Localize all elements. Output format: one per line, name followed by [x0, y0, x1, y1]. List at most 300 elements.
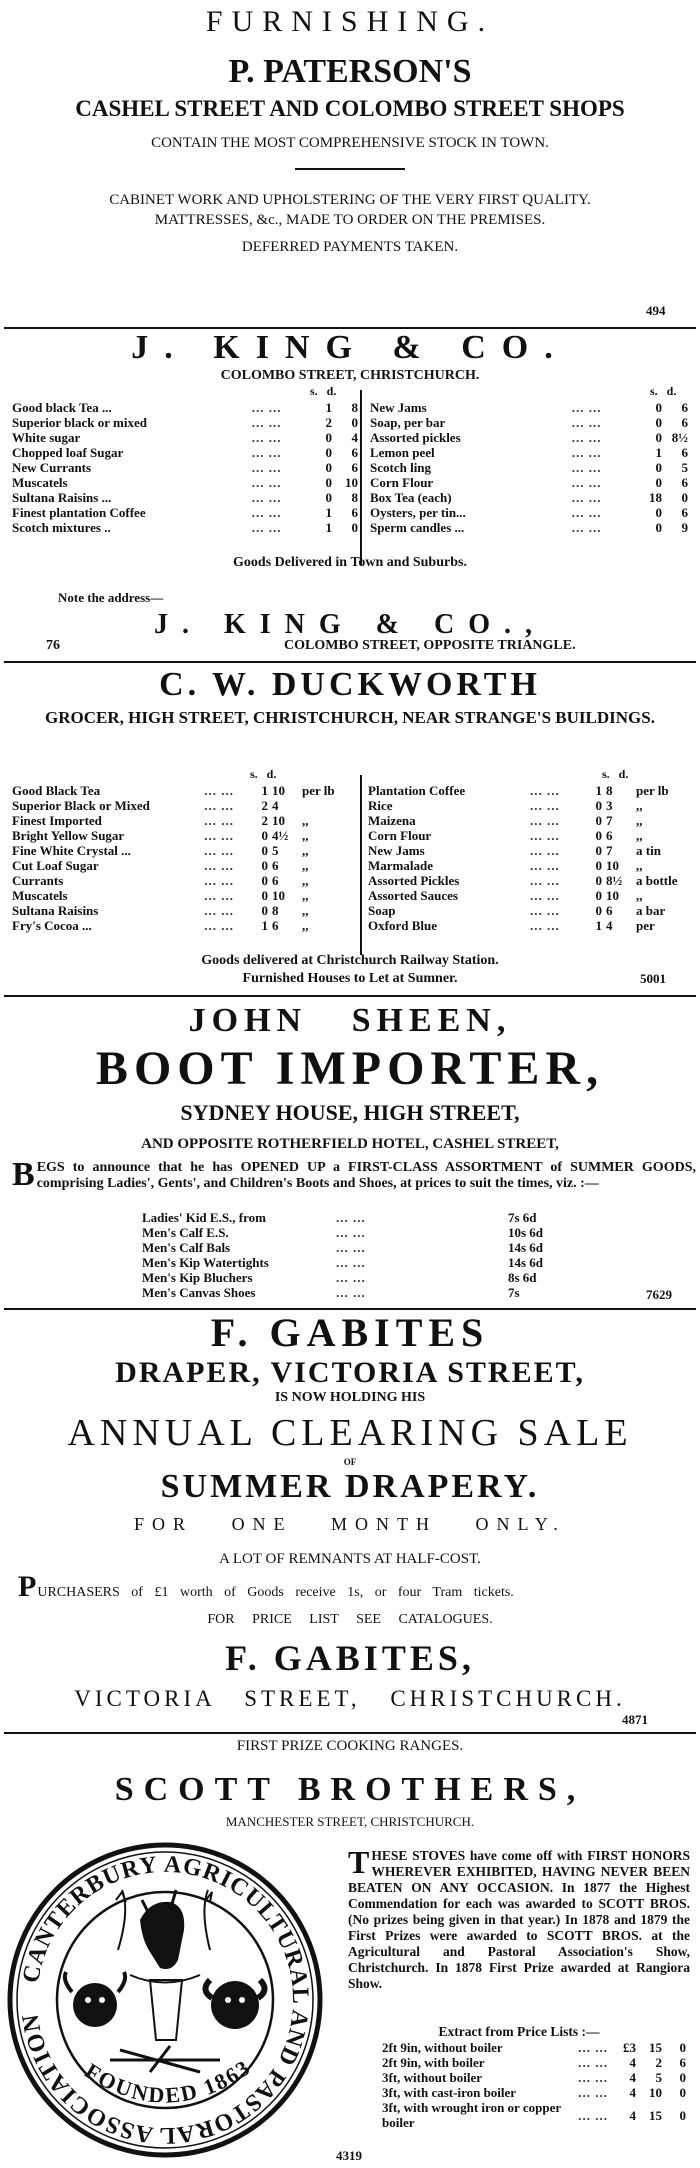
king-right-table [368, 400, 690, 535]
duckworth-item-unit: ,, [636, 813, 643, 828]
duckworth-price-row [366, 858, 694, 873]
duckworth-furnished: Furnished Houses to Let at Sumner. [242, 971, 458, 986]
gabites-purchasers-paragraph [18, 1570, 688, 1603]
gabites-name: F. GABITES [210, 1310, 490, 1355]
king-item-pence: 8½ [671, 430, 688, 445]
king-item-name: Oysters, per tin... [370, 505, 466, 520]
scott-body: HESE STOVES have come off with FIRST HONORS WHEREVER EXHIBITED, HAVING NEVER BEEN BEATEN ON ANY OCCASION. In 1877 the Highest Commendation for each was awarded to SCOTT BROS. (No prizes being given in that year.) In 1878 and 1879 the First Prizes were awarded to SCOTT BROS. at the Agricultural and Pastoral Association's Show, Christchurch. In 1878 First Prize awarded at Rangiora Show. [348, 1848, 690, 1991]
king-ad [6, 329, 694, 385]
duckworth-item-shillings: 1 [261, 783, 268, 798]
sheen-item-name: Men's Calf E.S. [142, 1225, 229, 1240]
king-item-shillings: 0 [325, 430, 332, 445]
duckworth-item-name: Soap [368, 903, 396, 918]
duckworth-ref: 5001 [640, 971, 666, 986]
king-price-row [368, 430, 690, 445]
king-item-pence: 10 [345, 475, 358, 490]
leader-dots: ... ... [251, 445, 282, 460]
duckworth-item-name: Oxford Blue [368, 918, 437, 933]
duckworth-d-header: d. [266, 767, 277, 781]
king-item-shillings: 0 [655, 520, 662, 535]
duckworth-item-shillings: 0 [595, 858, 602, 873]
rule-3 [4, 995, 696, 997]
seal-bottom-text: FOUNDED 1863 [80, 2054, 256, 2108]
scott-item-pence: 6 [679, 2055, 686, 2070]
king-item-shillings: 0 [655, 460, 662, 475]
duckworth-name: C. W. DUCKWORTH [159, 666, 541, 703]
leader-dots: ... ... [251, 400, 282, 415]
duckworth-price-row [366, 903, 694, 918]
leader-dots: ... ... [204, 828, 234, 843]
scott-price-row [352, 2100, 688, 2130]
duckworth-item-pence: 7 [606, 843, 613, 858]
scott-price-table [352, 2040, 688, 2130]
sheen-price-row [140, 1270, 580, 1285]
king-item-name: Chopped loaf Sugar [12, 445, 124, 460]
duckworth-item-name: Corn Flour [368, 828, 432, 843]
sheen-ad [6, 1000, 694, 1158]
king-item-shillings: 0 [325, 490, 332, 505]
leader-dots: ... ... [204, 843, 234, 858]
gabites-month: FOR ONE MONTH ONLY. [134, 1514, 566, 1534]
rule-5 [4, 1732, 696, 1734]
gabites-street: VICTORIA STREET, CHRISTCHURCH. [74, 1686, 626, 1711]
leader-dots: ... ... [336, 1210, 366, 1225]
duckworth-price-row [10, 813, 360, 828]
king-item-name: White sugar [12, 430, 81, 445]
leader-dots: ... ... [571, 460, 602, 475]
duckworth-item-pence: 8 [606, 783, 613, 798]
leader-dots: ... ... [529, 873, 560, 888]
duckworth-s-header-right: s. [602, 767, 610, 781]
scott-item-shillings: 15 [649, 2107, 662, 2123]
leader-dots: ... ... [529, 918, 560, 933]
scott-body-paragraph [348, 1844, 690, 1992]
king-price-row [10, 430, 360, 445]
scott-item-shillings: 15 [649, 2040, 662, 2055]
leader-dots: ... ... [578, 2085, 608, 2100]
leader-dots: ... ... [529, 843, 560, 858]
king-item-pence: 6 [681, 400, 688, 415]
duckworth-item-unit: a bar [636, 903, 666, 918]
king-item-shillings: 0 [655, 400, 662, 415]
sheen-item-price: 10s 6d [508, 1225, 544, 1240]
king-item-shillings: 1 [655, 445, 662, 460]
king-item-shillings: 2 [325, 415, 332, 430]
leader-dots: ... ... [336, 1240, 366, 1255]
duckworth-ad [6, 664, 694, 730]
king-price-row [10, 490, 360, 505]
duckworth-left-column [10, 767, 362, 955]
duckworth-item-unit: ,, [302, 873, 309, 888]
king-item-shillings: 1 [325, 520, 332, 535]
leader-dots: ... ... [251, 475, 282, 490]
duckworth-item-pence: 3 [606, 798, 613, 813]
leader-dots: ... ... [204, 888, 234, 903]
king-item-name: Box Tea (each) [370, 490, 452, 505]
duckworth-price-row [10, 783, 360, 798]
scott-ad [6, 1735, 694, 1831]
king-price-row [10, 520, 360, 535]
duckworth-item-name: Currants [12, 873, 64, 888]
king-item-pence: 0 [351, 520, 358, 535]
king-item-pence: 6 [681, 505, 688, 520]
king-item-name: Finest plantation Coffee [12, 505, 146, 520]
duckworth-item-unit: a bottle [636, 873, 678, 888]
leader-dots: ... ... [336, 1225, 366, 1240]
king-item-name: Sperm candles ... [370, 520, 465, 535]
king-item-pence: 0 [351, 415, 358, 430]
duckworth-item-shillings: 0 [595, 843, 602, 858]
duckworth-right-column [366, 767, 694, 955]
duckworth-item-name: New Jams [368, 843, 425, 858]
scott-price-row [352, 2055, 688, 2070]
sheen-price-row [140, 1210, 580, 1225]
scott-item-pounds: 4 [629, 2085, 636, 2100]
leader-dots: ... ... [336, 1255, 366, 1270]
paterson-shops: CASHEL STREET AND COLOMBO STREET SHOPS [75, 96, 625, 121]
duckworth-price-row [10, 918, 360, 933]
duckworth-item-name: Plantation Coffee [368, 783, 466, 798]
king-item-name: Scotch mixtures .. [12, 520, 111, 535]
duckworth-item-unit: per lb [636, 783, 669, 798]
king-item-name: Assorted pickles [370, 430, 461, 445]
king-note: Note the address— [58, 590, 164, 605]
duckworth-item-shillings: 0 [595, 873, 602, 888]
leader-dots: ... ... [571, 400, 602, 415]
duckworth-item-pence: 10 [606, 888, 619, 903]
duckworth-item-shillings: 0 [595, 798, 602, 813]
king-price-row [368, 520, 690, 535]
king-d-header-right: d. [666, 384, 677, 398]
duckworth-item-pence: 6 [606, 828, 613, 843]
duckworth-item-pence: 8½ [606, 873, 623, 888]
duckworth-item-name: Bright Yellow Sugar [12, 828, 125, 843]
duckworth-item-pence: 10 [272, 783, 285, 798]
scott-name: SCOTT BROTHERS, [114, 1771, 586, 1808]
duckworth-item-name: Cut Loaf Sugar [12, 858, 99, 873]
king-address-2: COLOMBO STREET, OPPOSITE TRIANGLE. [284, 638, 576, 653]
duckworth-item-pence: 6 [272, 858, 279, 873]
leader-dots: ... ... [251, 460, 282, 475]
scott-item-pence: 0 [679, 2070, 686, 2085]
leader-dots: ... ... [251, 430, 282, 445]
sheen-price-row [140, 1285, 580, 1300]
scott-prize: FIRST PRIZE COOKING RANGES. [236, 1738, 464, 1754]
gabites-draper: DRAPER, VICTORIA STREET, [115, 1356, 585, 1389]
king-item-shillings: 0 [325, 475, 332, 490]
king-item-name: New Currants [12, 460, 92, 475]
leader-dots: ... ... [571, 490, 602, 505]
duckworth-item-shillings: 1 [261, 918, 268, 933]
king-item-name: Good black Tea ... [12, 400, 112, 415]
gabites-pricelist: FOR PRICE LIST SEE CATALOGUES. [207, 1612, 493, 1627]
sheen-item-price: 8s 6d [508, 1270, 537, 1285]
duckworth-item-shillings: 0 [261, 873, 268, 888]
paterson-line1: CABINET WORK AND UPHOLSTERING OF THE VERY FIRST QUALITY. [109, 192, 591, 208]
king-left-column [10, 384, 362, 565]
gabites-purchasers: URCHASERS of £1 worth of Goods receive 1s, or four Tram tickets. [37, 1585, 514, 1600]
leader-dots: ... ... [251, 520, 282, 535]
duckworth-item-shillings: 0 [261, 828, 268, 843]
duckworth-item-name: Rice [368, 798, 393, 813]
duckworth-price-row [10, 888, 360, 903]
king-price-row [368, 460, 690, 475]
duckworth-item-name: Maizena [368, 813, 416, 828]
king-price-row [10, 400, 360, 415]
duckworth-item-shillings: 0 [595, 903, 602, 918]
leader-dots: ... ... [251, 415, 282, 430]
leader-dots: ... ... [529, 903, 560, 918]
duckworth-item-shillings: 0 [595, 813, 602, 828]
king-address: COLOMBO STREET, CHRISTCHURCH. [220, 368, 480, 383]
king-item-pence: 6 [351, 460, 358, 475]
king-right-column [368, 384, 690, 565]
duckworth-price-row [10, 798, 360, 813]
sheen-item-name: Men's Canvas Shoes [142, 1285, 256, 1300]
leader-dots: ... ... [204, 918, 234, 933]
paterson-line2: MATTRESSES, &c., MADE TO ORDER ON THE PREMISES. [154, 212, 546, 228]
leader-dots: ... ... [251, 490, 282, 505]
sheen-item-name: Men's Kip Watertights [142, 1255, 269, 1270]
king-item-pence: 6 [351, 445, 358, 460]
duckworth-right-table [366, 783, 694, 933]
duckworth-item-name: Fry's Cocoa ... [12, 918, 92, 933]
sheen-dropcap: B [12, 1156, 35, 1193]
scott-price-row [352, 2070, 688, 2085]
scott-item-shillings: 5 [655, 2070, 662, 2085]
king-item-shillings: 0 [325, 460, 332, 475]
paterson-stock: CONTAIN THE MOST COMPREHENSIVE STOCK IN TOWN. [151, 135, 549, 151]
king-item-shillings: 0 [655, 430, 662, 445]
duckworth-item-name: Assorted Pickles [368, 873, 460, 888]
gabites-dropcap: P [18, 1570, 37, 1603]
duckworth-item-shillings: 1 [595, 918, 602, 933]
king-item-shillings: 18 [649, 490, 662, 505]
duckworth-price-row [366, 828, 694, 843]
scott-extract: Extract from Price Lists :— [438, 2024, 600, 2039]
duckworth-price-row [366, 798, 694, 813]
duckworth-left-table [10, 783, 360, 933]
king-number: 76 [46, 638, 60, 653]
leader-dots: ... ... [571, 430, 602, 445]
king-item-name: Sultana Raisins ... [12, 490, 112, 505]
sheen-body: EGS to announce that he has OPENED UP a FIRST-CLASS ASSORTMENT of SUMMER GOODS, comprising Ladies', Gents', and Children's Boots and Shoes, at prices to suit the times, viz. :— [36, 1160, 696, 1191]
sheen-trade: BOOT IMPORTER, [95, 1042, 605, 1095]
king-price-row [368, 475, 690, 490]
gabites-ref: 4871 [622, 1712, 648, 1727]
king-item-pence: 0 [681, 490, 688, 505]
scott-item-name: 3ft, with cast-iron boiler [382, 2085, 517, 2100]
king-item-shillings: 0 [325, 445, 332, 460]
duckworth-item-pence: 4 [606, 918, 613, 933]
duckworth-item-name: Assorted Sauces [368, 888, 458, 903]
king-name: J. KING & CO. [131, 329, 569, 366]
king-item-pence: 6 [681, 445, 688, 460]
sheen-price-table [140, 1210, 580, 1300]
leader-dots: ... ... [529, 828, 560, 843]
scott-dropcap: T [348, 1844, 370, 1880]
duckworth-item-unit: ,, [636, 888, 643, 903]
king-item-shillings: 0 [655, 475, 662, 490]
duckworth-item-shillings: 0 [595, 888, 602, 903]
leader-dots: ... ... [529, 813, 560, 828]
scott-item-name: 2ft 9in, without boiler [382, 2040, 503, 2055]
duckworth-price-row [366, 888, 694, 903]
king-left-table [10, 400, 360, 535]
king-item-pence: 8 [351, 400, 358, 415]
gabites-of: OF [343, 1457, 357, 1467]
king-item-name: Muscatels [12, 475, 68, 490]
king-item-pence: 6 [351, 505, 358, 520]
king-s-header-right: s. [650, 384, 658, 398]
king-d-header: d. [326, 384, 337, 398]
leader-dots: ... ... [529, 783, 560, 798]
paterson-line3: DEFERRED PAYMENTS TAKEN. [241, 239, 459, 255]
scott-item-shillings: 2 [655, 2055, 662, 2070]
leader-dots: ... ... [571, 520, 602, 535]
king-price-row [368, 445, 690, 460]
scott-item-name: 3ft, without boiler [382, 2070, 483, 2085]
king-item-pence: 4 [351, 430, 358, 445]
leader-dots: ... ... [336, 1270, 366, 1285]
leader-dots: ... ... [529, 888, 560, 903]
leader-dots: ... ... [251, 505, 282, 520]
sheen-price-row [140, 1240, 580, 1255]
duckworth-price-row [10, 873, 360, 888]
duckworth-item-unit: per [636, 918, 655, 933]
duckworth-price-row [10, 858, 360, 873]
sheen-ref: 7629 [646, 1287, 672, 1302]
duckworth-item-unit: ,, [302, 858, 309, 873]
duckworth-s-header: s. [250, 767, 258, 781]
scott-ref: 4319 [336, 2148, 362, 2163]
duckworth-price-row [366, 813, 694, 828]
duckworth-item-pence: 10 [272, 888, 285, 903]
duckworth-item-pence: 6 [606, 903, 613, 918]
duckworth-item-unit: ,, [636, 858, 643, 873]
duckworth-item-name: Sultana Raisins [12, 903, 99, 918]
king-price-row [368, 415, 690, 430]
leader-dots: ... ... [578, 2107, 608, 2123]
king-item-name: Corn Flour [370, 475, 434, 490]
rule-2 [4, 661, 696, 663]
king-name-2: J. KING & CO., [154, 609, 546, 640]
duckworth-item-pence: 6 [272, 918, 279, 933]
sheen-item-name: Men's Calf Bals [142, 1240, 231, 1255]
sheen-name: JOHN SHEEN, [188, 1002, 512, 1039]
leader-dots: ... ... [204, 798, 234, 813]
duckworth-item-pence: 6 [272, 873, 279, 888]
paterson-divider [295, 168, 405, 170]
scott-item-pence: 0 [679, 2085, 686, 2100]
duckworth-item-shillings: 0 [595, 828, 602, 843]
paterson-name: P. PATERSON'S [228, 53, 472, 90]
duckworth-price-row [10, 843, 360, 858]
king-item-pence: 8 [351, 490, 358, 505]
duckworth-item-unit: ,, [302, 843, 309, 858]
leader-dots: ... ... [204, 813, 234, 828]
king-s-header: s. [310, 384, 318, 398]
leader-dots: ... ... [204, 903, 234, 918]
duckworth-item-pence: 7 [606, 813, 613, 828]
duckworth-item-name: Fine White Crystal ... [12, 843, 131, 858]
king-price-row [10, 415, 360, 430]
king-price-row [368, 505, 690, 520]
duckworth-item-shillings: 2 [261, 798, 268, 813]
gabites-summer: SUMMER DRAPERY. [160, 1468, 540, 1505]
king-item-shillings: 1 [325, 505, 332, 520]
paterson-ad [6, 2, 694, 258]
scott-price-row [352, 2085, 688, 2100]
gabites-remnants: A LOT OF REMNANTS AT HALF-COST. [219, 1551, 481, 1567]
duckworth-item-name: Muscatels [12, 888, 68, 903]
king-item-pence: 5 [681, 460, 688, 475]
scott-item-pounds: £3 [623, 2040, 636, 2055]
leader-dots: ... ... [578, 2040, 608, 2055]
king-price-row [10, 460, 360, 475]
duckworth-price-row [10, 903, 360, 918]
leader-dots: ... ... [529, 798, 560, 813]
king-price-row [10, 505, 360, 520]
king-item-pence: 6 [681, 475, 688, 490]
duckworth-item-name: Marmalade [368, 858, 433, 873]
sheen-body-paragraph [12, 1156, 696, 1193]
scott-item-shillings: 10 [649, 2085, 662, 2100]
scott-address: MANCHESTER STREET, CHRISTCHURCH. [225, 1814, 475, 1829]
scott-item-pence: 0 [679, 2040, 686, 2055]
duckworth-item-pence: 10 [606, 858, 619, 873]
leader-dots: ... ... [571, 505, 602, 520]
duckworth-item-pence: 10 [272, 813, 285, 828]
scott-item-name: 2ft 9in, with boiler [382, 2055, 485, 2070]
duckworth-item-name: Good Black Tea [12, 783, 101, 798]
duckworth-item-shillings: 1 [595, 783, 602, 798]
duckworth-item-pence: 4½ [272, 828, 289, 843]
sheen-item-price: 14s 6d [508, 1255, 544, 1270]
king-item-shillings: 0 [655, 415, 662, 430]
duckworth-item-unit: ,, [302, 813, 309, 828]
sheen-price-row [140, 1225, 580, 1240]
gabites-annual: ANNUAL CLEARING SALE [67, 1412, 633, 1454]
duckworth-price-row [366, 783, 694, 798]
king-item-name: New Jams [370, 400, 427, 415]
scott-item-pence: 0 [679, 2107, 686, 2123]
duckworth-price-row [366, 918, 694, 933]
leader-dots: ... ... [571, 475, 602, 490]
leader-dots: ... ... [204, 873, 234, 888]
king-price-row [368, 400, 690, 415]
duckworth-item-pence: 4 [272, 798, 279, 813]
duckworth-price-row [366, 873, 694, 888]
leader-dots: ... ... [578, 2070, 608, 2085]
king-item-name: Scotch ling [370, 460, 432, 475]
duckworth-item-unit: ,, [636, 828, 643, 843]
leader-dots: ... ... [578, 2055, 608, 2070]
sheen-price-row [140, 1255, 580, 1270]
duckworth-item-unit: ,, [302, 828, 309, 843]
leader-dots: ... ... [571, 415, 602, 430]
gabites-holding: IS NOW HOLDING HIS [274, 1390, 426, 1405]
duckworth-item-pence: 8 [272, 903, 279, 918]
duckworth-item-unit: ,, [636, 798, 643, 813]
leader-dots: ... ... [336, 1285, 366, 1300]
gabites-ad [6, 1310, 694, 1570]
duckworth-address: GROCER, HIGH STREET, CHRISTCHURCH, NEAR STRANGE'S BUILDINGS. [45, 708, 655, 727]
duckworth-price-row [366, 843, 694, 858]
scott-item-name: 3ft, with wrought iron or copper boiler [382, 2100, 561, 2130]
duckworth-price-row [10, 828, 360, 843]
sheen-item-name: Ladies' Kid E.S., from [142, 1210, 267, 1225]
